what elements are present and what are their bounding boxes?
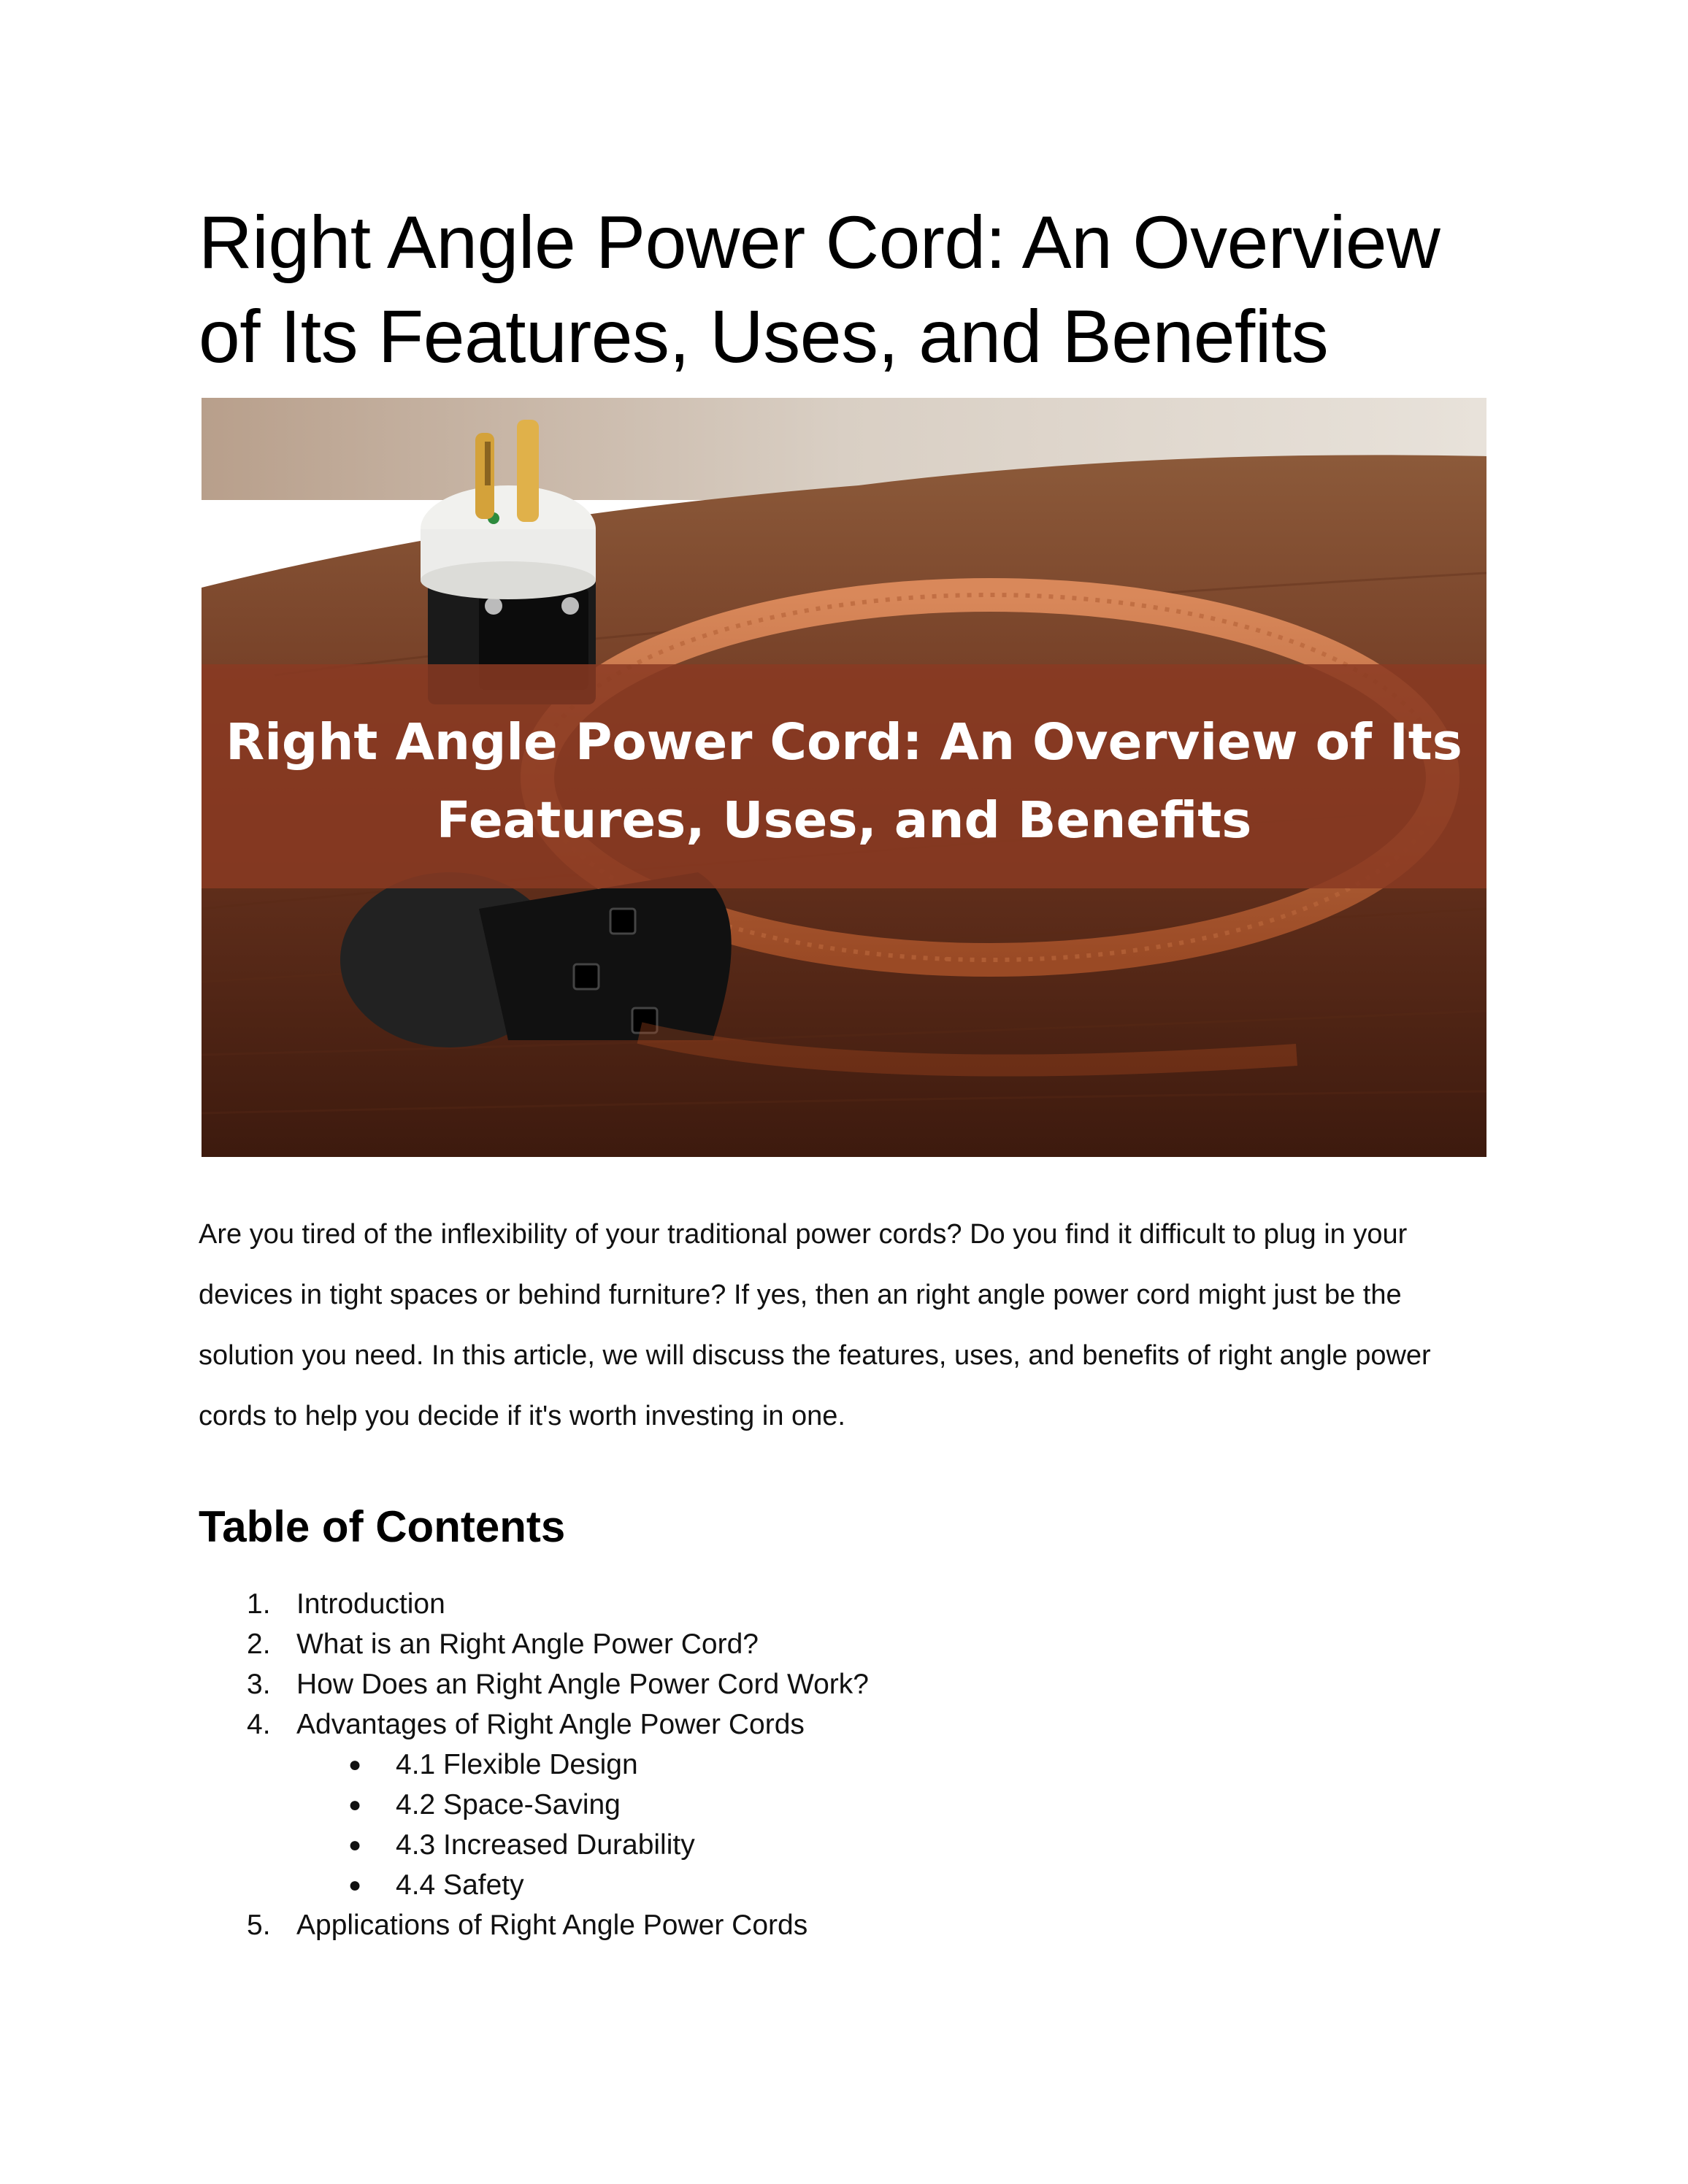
toc-item-number: 5. [247,1910,271,1941]
table-of-contents [199,1584,1498,1945]
toc-item-label: How Does an Right Angle Power Cord Work? [296,1669,869,1700]
bullet-icon: ● [348,1793,362,1817]
toc-subitem-label: 4.2 Space-Saving [396,1789,621,1820]
toc-subitem-flexible-design[interactable] [199,1745,1498,1785]
toc-item-number: 2. [247,1629,271,1660]
toc-item-number: 4. [247,1709,271,1740]
intro-paragraph: Are you tired of the inflexibility of your traditional power cords? Do you find it difficult to plug in your devices in tight spaces or behind furniture? If yes, then an right angle power cord might just be the solution you need. In this article, we will discuss the features, uses, and benefits of right angle power cords to help you decide if it's worth investing in one. [199,1219,1431,1431]
bullet-icon: ● [348,1833,362,1857]
toc-subitem-label: 4.1 Flexible Design [396,1749,638,1780]
page-title: Right Angle Power Cord: An Overview of Its Features, Uses, and Benefits [199,201,1440,378]
toc-item-label: Advantages of Right Angle Power Cords [296,1709,805,1740]
toc-item-label: What is an Right Angle Power Cord? [296,1629,759,1660]
toc-item-advantages[interactable] [199,1704,1498,1745]
toc-item-what-is[interactable] [199,1624,1498,1664]
hero-image [202,398,1486,1157]
toc-subitem-space-saving[interactable] [199,1785,1498,1825]
toc-item-how-it-works[interactable] [199,1664,1498,1704]
bullet-icon: ● [348,1753,362,1777]
toc-subitem-safety[interactable] [199,1865,1498,1905]
banner-line-1: Right Angle Power Cord: An Overview of Its [226,713,1462,772]
toc-subitem-durability[interactable] [199,1825,1498,1865]
toc-subitem-label: 4.4 Safety [396,1869,524,1901]
toc-item-number: 3. [247,1669,271,1700]
toc-item-introduction[interactable] [199,1584,1498,1624]
toc-item-applications[interactable] [199,1905,1498,1945]
bullet-icon: ● [348,1873,362,1897]
toc-item-label: Applications of Right Angle Power Cords [296,1910,808,1941]
banner-line-2: Features, Uses, and Benefits [436,791,1252,850]
toc-subitem-label: 4.3 Increased Durability [396,1829,695,1861]
toc-item-label: Introduction [296,1588,445,1620]
toc-heading: Table of Contents [199,1502,566,1551]
toc-item-number: 1. [247,1588,271,1620]
